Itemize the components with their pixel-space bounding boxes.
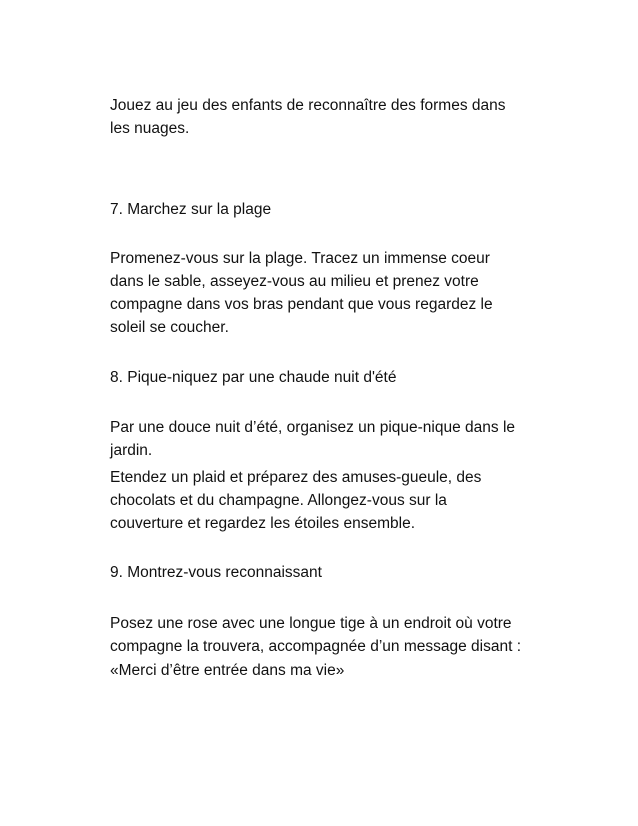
- paragraph-picnic-garden: Par une douce nuit d’été, organisez un pique-nique dans le jardin.: [110, 419, 516, 459]
- paragraph-picnic-details: Etendez un plaid et préparez des amuses-gueule, des chocolats et du champagne. Allongez-vous sur la couverture et regardez les étoiles ensemble.: [110, 469, 482, 532]
- paragraph-rose: Posez une rose avec une longue tige à un endroit où votre compagne la trouvera, accompagnée d’un message disant :: [110, 615, 521, 655]
- heading-7-beach: 7. Marchez sur la plage: [110, 201, 272, 218]
- heading-9-grateful: 9. Montrez-vous reconnaissant: [110, 564, 322, 581]
- quote-message: «Merci d’être entrée dans ma vie»: [110, 662, 345, 679]
- paragraph-beach: Promenez-vous sur la plage. Tracez un immense coeur dans le sable, asseyez-vous au milieu et prenez votre compagne dans vos bras pendant que vous regardez le soleil se coucher.: [110, 250, 493, 336]
- paragraph-clouds: Jouez au jeu des enfants de reconnaître des formes dans les nuages.: [110, 97, 506, 137]
- heading-8-picnic: 8. Pique-niquez par une chaude nuit d'été: [110, 369, 397, 386]
